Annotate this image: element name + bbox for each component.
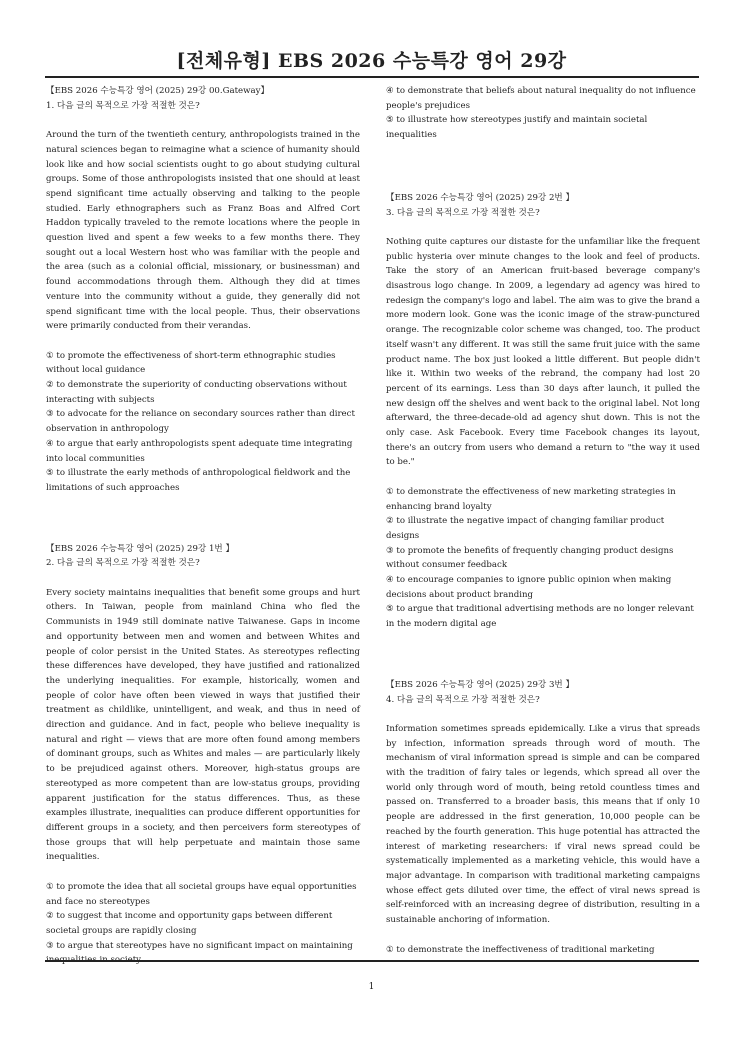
page-number: 1 — [368, 982, 375, 992]
answer-options-continued — [386, 84, 700, 143]
left-column — [46, 84, 360, 968]
answer-option: ⑤ to illustrate how stereotypes justify and maintain societal inequalities — [386, 115, 648, 141]
answer-option: ① to demonstrate the ineffectiveness of traditional marketing — [386, 944, 655, 955]
answer-options — [46, 349, 360, 496]
answer-option: ④ to argue that early anthropologists spent adequate time integrating into local communities — [46, 438, 353, 464]
question-block — [386, 678, 700, 957]
question-passage: Nothing quite captures our distaste for the unfamiliar like the frequent public hysteria over minute changes to the look and feel of products. Take the story of an American fruit-based beverage company's disastrous logo change. In 2009, a legendary ad agency was hired to redesign the company's logo and label. The aim was to give the brand a more modern look. Gone was the iconic image of the straw-punctured orange. The recognizable color scheme was changed, too. The product itself wasn't any different. It was still the same fruit juice with the same product name. The box just looked a little different. But people didn't like it. Within two weeks of the rebrand, the company had lost 20 percent of its earnings. Less than 30 days after launch, it pulled the new design off the shelves and went back to the original label. Not long afterward, the three-decade-old ad agency shut down. This is not the only case. Ask Facebook. Every time Facebook changes its layout, there's an outcry from users who demand a return to "the way it used to be." — [386, 236, 700, 468]
question-source: 【EBS 2026 수능특강 영어 (2025) 29강 00.Gateway】 — [46, 86, 270, 96]
question-passage: Every society maintains inequalities that benefit some groups and hurt others. In Taiwan, people from mainland China who fled the Communists in 1949 still dominate native Taiwanese. Gaps in income and opportunity between men and women and between Whites and people of color persist in the United States. As stereotypes reflecting these differences have developed, they have justified and rationalized the underlying inequalities. For example, historically, women and people of color have often been viewed in ways that justified their treatment as childlike, unintelligent, and weak, and thus in need of direction and guidance. And in fact, people who believe inequality is natural and right — views that are more often found among members of dominant groups, such as Whites and males — are particularly likely to be prejudiced against others. Moreover, high-status groups are stereotyped as more competent than are low-status groups, providing apparent justification for the status differences. Thus, as these examples illustrate, inequalities can produce different opportunities for different groups in a society, and then perceivers form stereotypes of those groups that will help perpetuate and maintain those same inequalities. — [46, 587, 360, 863]
answer-option: ⑤ to argue that traditional advertising methods are no longer relevant in the modern digital age — [386, 604, 694, 630]
answer-option: ② to suggest that income and opportunity gaps between different societal groups are rapidly closing — [46, 911, 333, 936]
question-block — [46, 542, 360, 968]
page-title: [전체유형] EBS 2026 수능특강 영어 29강 — [176, 50, 567, 72]
answer-option: ② to illustrate the negative impact of changing familiar product designs — [386, 516, 665, 541]
answer-option: ① to promote the effectiveness of short-term ethnographic studies without local guidance — [46, 350, 336, 376]
answer-option: ③ to advocate for the reliance on secondary sources rather than direct observation in anthropology — [46, 409, 355, 435]
answer-option: ① to promote the idea that all societal groups have equal opportunities and face no stereotypes — [46, 881, 357, 907]
right-column — [386, 84, 700, 957]
question-passage: Information sometimes spreads epidemically. Like a virus that spreads by infection, information spreads through word of mouth. The mechanism of viral information spread is simple and can be compared with the tradition of fairy tales or legends, which spread all over the world only through word of mouth, being retold countless times and passed on. Transferred to a broader basis, this means that if only 10 people are addressed in the first generation, 10,000 people can be reached by the fourth generation. This huge potential has attracted the interest of marketing researchers: if viral news spread could be systematically implemented as a marketing vehicle, this would have a major advantage. In comparison with traditional marketing campaigns whose effect gets diluted over time, the effect of viral news spread is self-reinforced with an increasing degree of distribution, resulting in a sustainable anchoring of information. — [386, 723, 700, 926]
question-passage: Around the turn of the twentieth century, anthropologists trained in the natural sciences began to reimagine what a science of humanity should look like and how social scientists ought to go about studying cultural groups. Some of those anthropologists insisted that one should at least spend significant time actually observing and talking to the people studied. Early ethnographers such as Franz Boas and Alfred Cort Haddon typically traveled to the remote locations where the people in question lived and spent a few weeks to a few months there. They sought out a local Western host who was familiar with the people and the area (such as a colonial official, missionary, or businessman) and found accommodations through them. Although they did at times venture into the community without a guide, they generally did not spend significant time with the local people. Thus, their observations were primarily conducted from their verandas. — [46, 130, 360, 332]
answer-option: ② to demonstrate the superiority of conducting observations without interacting with subjects — [46, 380, 347, 405]
question-prompt: 1. 다음 글의 목적으로 가장 적절한 것은? — [46, 100, 200, 111]
question-source: 【EBS 2026 수능특강 영어 (2025) 29강 1번 】 — [46, 543, 235, 554]
answer-options — [386, 943, 700, 958]
header-divider — [45, 76, 699, 78]
answer-option: ① to demonstrate the effectiveness of new marketing strategies in enhancing brand loyalty — [386, 486, 676, 512]
answer-option: ③ to promote the benefits of frequently changing product designs without consumer feedback — [386, 545, 674, 571]
question-prompt: 3. 다음 글의 목적으로 가장 적절한 것은? — [386, 207, 540, 218]
question-prompt: 2. 다음 글의 목적으로 가장 적절한 것은? — [46, 558, 200, 569]
answer-option: ④ to demonstrate that beliefs about natural inequality do not influence people's prejudices — [386, 86, 696, 111]
question-source: 【EBS 2026 수능특강 영어 (2025) 29강 2번 】 — [386, 192, 575, 203]
answer-options — [46, 880, 360, 968]
question-block — [46, 84, 360, 496]
answer-option: ③ to argue that stereotypes have no significant impact on maintaining inequalities in society — [46, 940, 353, 966]
question-prompt: 4. 다음 글의 목적으로 가장 적절한 것은? — [386, 694, 540, 705]
answer-option: ④ to encourage companies to ignore public opinion when making decisions about product branding — [386, 575, 672, 600]
answer-option: ⑤ to illustrate the early methods of anthropological fieldwork and the limitations of such approaches — [46, 468, 351, 493]
footer-divider — [45, 960, 699, 962]
answer-options — [386, 485, 700, 632]
question-source: 【EBS 2026 수능특강 영어 (2025) 29강 3번 】 — [386, 679, 575, 690]
question-block — [386, 191, 700, 632]
